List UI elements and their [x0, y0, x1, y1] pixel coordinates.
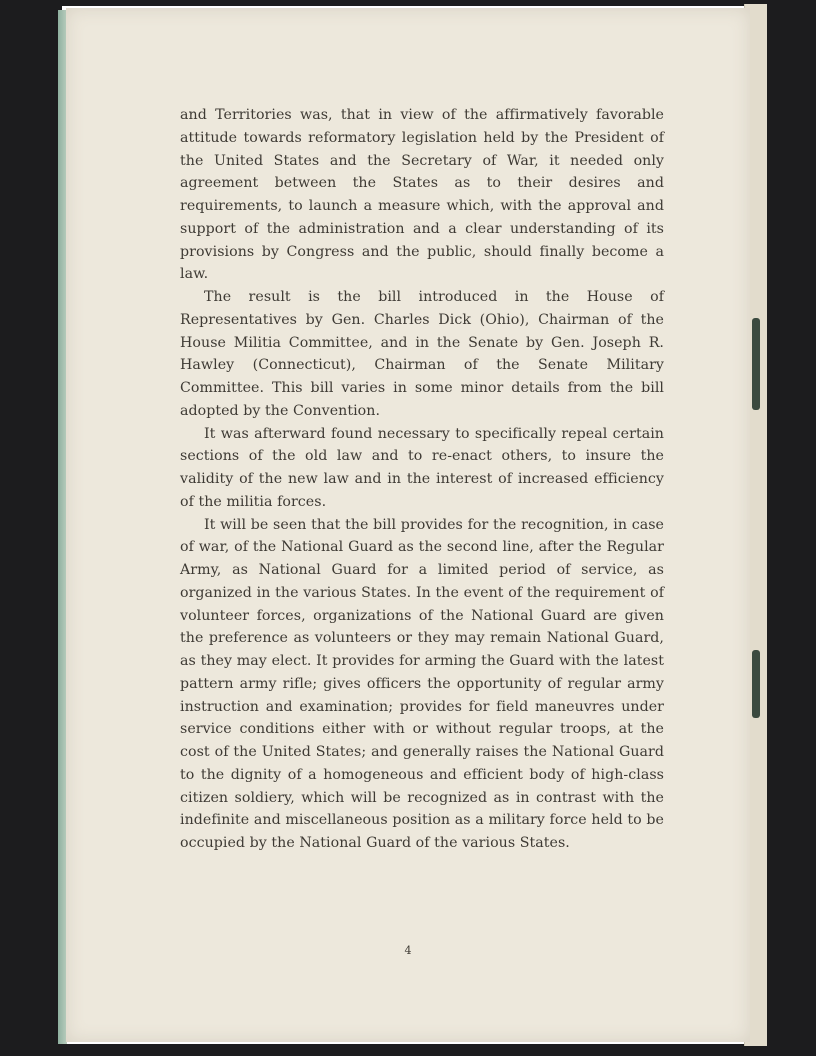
paragraph-bill-introduced: The result is the bill introduced in the House of Representatives by Gen. Charles Dick (Ohio), Chairman of the House Militia Committee, and in the Senate by Gen. Joseph R. Hawley (Connecticut), Chairman of the Senate Military Committee. This bill varies in some minor details from the bill adopted by the Convention. [180, 289, 664, 419]
body-text [180, 104, 664, 855]
binding-staple-upper [752, 318, 760, 410]
paragraph-repeal-sections: It was afterward found necessary to specifically repeal certain sections of the old law and to re-enact others, to insure the validity of the new law and in the interest of increased efficiency of the militia forces. [180, 425, 664, 510]
scan-background-left [0, 0, 62, 1056]
document-page [66, 8, 750, 1042]
scan-background-top [0, 0, 816, 6]
paragraph-continued: and Territories was, that in view of the affirmatively favorable attitude towards reformatory legislation held by the President of the United States and the Secretary of War, it needed only agreement between the States as to their desires and requirements, to launch a measure which, with the approval and support of the administration and a clear understanding of its provisions by Congress and the public, should finally become a law. [180, 107, 664, 283]
paragraph-bill-provisions: It will be seen that the bill provides for the recognition, in case of war, of the National Guard as the second line, after the Regular Army, as National Guard for a limited period of service, as organized in the various States. In the event of the requirement of volunteer forces, organizations of the National Guard are given the preference as volunteers or they may remain National Guard, as they may elect. It provides for arming the Guard with the latest pattern army rifle; gives officers the opportunity of regular army instruction and examination; provides for field maneuvres under service conditions either with or without regular troops, at the cost of the United States; and generally raises the National Guard to the dignity of a homogeneous and efficient body of high-class citizen soldiery, which will be recognized as in contrast with the indefinite and miscellaneous position as a military force held to be occupied by the National Guard of the various States. [180, 516, 664, 851]
scan-background-right [762, 0, 816, 1056]
binding-staple-lower [752, 650, 760, 718]
page-number: 4 [404, 944, 412, 957]
scan-background-bottom [0, 1044, 816, 1056]
